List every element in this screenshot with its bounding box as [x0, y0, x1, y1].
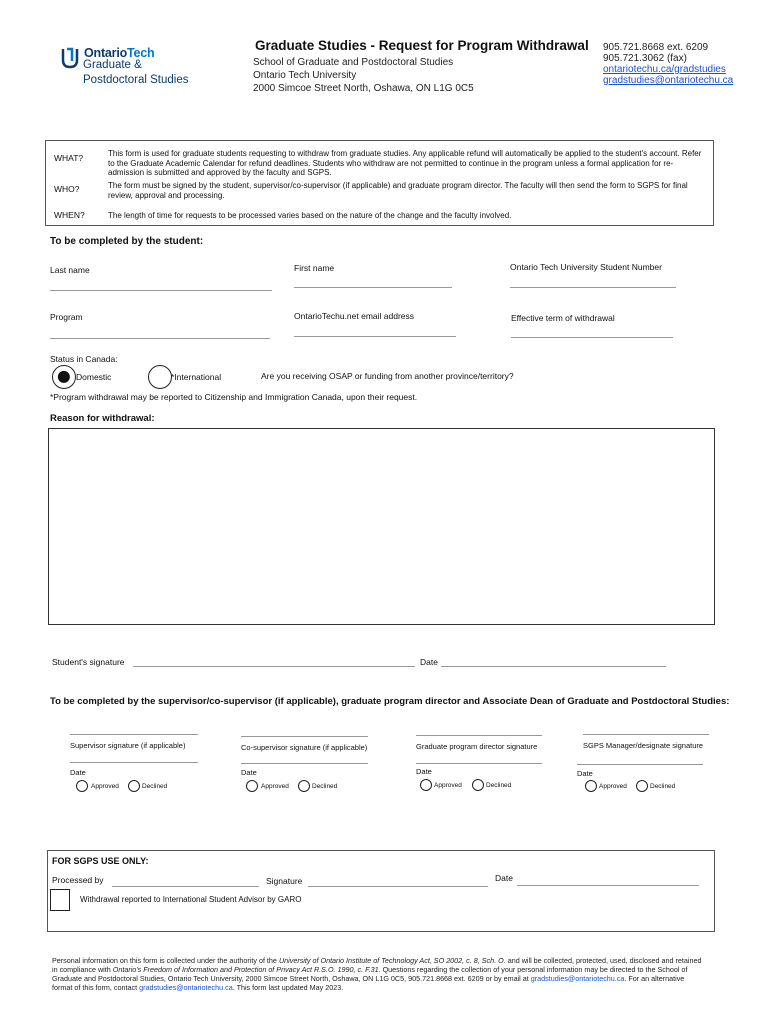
reason-textbox[interactable] — [48, 428, 715, 625]
school-address: School of Graduate and Postdoctoral Studies Ontario Tech University 2000 Simcoe Street North, Oshawa, ON L1G 0C5 — [253, 57, 474, 94]
when-label: WHEN? — [54, 210, 85, 220]
international-note: *Program withdrawal may be reported to Citizenship and Immigration Canada, upon their request. — [50, 392, 418, 402]
when-text: The length of time for requests to be processed varies based on the nature of the change and the faculty involved. — [108, 211, 512, 220]
supervisor-date-field[interactable] — [70, 762, 198, 763]
term-label: Effective term of withdrawal — [511, 313, 615, 323]
supervisor-declined-radio[interactable] — [128, 780, 140, 792]
processed-by-label: Processed by — [52, 875, 104, 885]
sgps-manager-approved-radio[interactable] — [585, 780, 597, 792]
what-label: WHAT? — [54, 153, 84, 163]
international-radio[interactable] — [148, 365, 172, 389]
sgps-date-label: Date — [495, 873, 513, 883]
logo-sub-line2: Postdoctoral Studies — [83, 74, 189, 86]
sgps-manager-declined-label: Declined — [650, 783, 676, 790]
last-name-field[interactable] — [50, 290, 272, 291]
cosupervisor-date-field[interactable] — [241, 763, 368, 764]
cosupervisor-signature-field[interactable] — [241, 736, 368, 737]
director-approved-label: Approved — [434, 782, 462, 789]
logo-sub-line1: Graduate & — [83, 59, 142, 71]
who-text: The form must be signed by the student, supervisor/co-supervisor (if applicable) and graduate program director. The faculty will then send the form to SGPS for final review, approval and processing. — [108, 181, 688, 200]
cosupervisor-signature-label: Co-supervisor signature (if applicable) — [241, 743, 368, 752]
student-date-label: Date — [420, 657, 438, 667]
program-field[interactable] — [50, 338, 270, 339]
supervisor-approved-radio[interactable] — [76, 780, 88, 792]
email-field[interactable] — [294, 336, 456, 337]
logo-brand: OntarioTech — [84, 46, 155, 60]
cosupervisor-declined-radio[interactable] — [298, 780, 310, 792]
sgps-heading: FOR SGPS USE ONLY: — [52, 856, 149, 866]
director-signature-label: Graduate program director signature — [416, 742, 538, 751]
director-approved-radio[interactable] — [420, 779, 432, 791]
sgps-manager-signature-label: SGPS Manager/designate signature — [583, 741, 704, 750]
student-signature-label: Student's signature — [52, 657, 125, 667]
what-text: This form is used for graduate students requesting to withdraw from graduate studies. Any applicable refund will automatically be applied to the student's account. Refer to the Graduate Academic Calendar for refund deadlines. Students who withdraw are not permitted to continue in the program unless a formal application for re-admission is submitted and approved by the faculty and SGPS. — [108, 149, 702, 177]
processed-by-field[interactable] — [112, 886, 259, 887]
supervisor-signature-field[interactable] — [70, 734, 198, 735]
contact-info — [603, 42, 733, 86]
footer-email-link-2[interactable]: gradstudies@ontariotechu.ca — [139, 983, 233, 992]
term-field[interactable] — [511, 337, 673, 338]
student-number-field[interactable] — [510, 287, 676, 288]
international-label: *International — [171, 372, 222, 382]
sgps-manager-signature-field[interactable] — [583, 734, 709, 735]
web-link[interactable]: ontariotechu.ca/gradstudies — [603, 64, 726, 75]
student-signature-field[interactable] — [133, 666, 415, 667]
supervisor-declined-label: Declined — [142, 783, 168, 790]
last-name-label: Last name — [50, 265, 90, 275]
director-date-label: Date — [416, 767, 432, 776]
sgps-manager-date-label: Date — [577, 769, 593, 778]
director-declined-label: Declined — [486, 782, 512, 789]
student-date-field[interactable] — [441, 666, 666, 667]
director-signature-field[interactable] — [416, 735, 542, 736]
supervisor-signature-label: Supervisor signature (if applicable) — [70, 741, 186, 750]
sgps-signature-field[interactable] — [308, 886, 488, 887]
cosupervisor-approved-radio[interactable] — [246, 780, 258, 792]
footer-email-link-1[interactable]: gradstudies@ontariotechu.ca — [530, 974, 625, 983]
program-label: Program — [50, 312, 83, 322]
student-number-label: Ontario Tech University Student Number — [510, 262, 662, 272]
email-label: OntarioTechu.net email address — [294, 311, 415, 321]
who-label: WHO? — [54, 184, 80, 194]
sgps-use-only-box — [47, 850, 715, 932]
director-declined-radio[interactable] — [472, 779, 484, 791]
privacy-footer: Personal information on this form is collected under the authority of the University of Ontario Institute of Technology Act, SO 2002, c. 8, Sch. O. and will be collected, protected, used, disclosed and retained in compliance with Ontario's Freedom of Information and Protection of Privacy Act R.S.O. 1990, c. F.31. Questions regarding the collection of your personal information may be directed to the School of Graduate and Postdoctoral Studies, Ontario Tech University, 2000 Simcoe Street North, Oshawa, ON L1G 0C5, 905.721.8668 ext. 6209 or by email at gradstudies@ontariotechu.ca. For an alternative format of this form, contact gradstudies@ontariotechu.ca. This form last updated May 2023. — [52, 956, 702, 992]
ontario-tech-logo — [60, 46, 220, 92]
first-name-field[interactable] — [294, 287, 452, 288]
sgps-signature-label: Signature — [266, 876, 303, 886]
domestic-label: Domestic — [76, 372, 112, 382]
director-date-field[interactable] — [416, 763, 542, 764]
sgps-manager-declined-radio[interactable] — [636, 780, 648, 792]
phone: 905.721.8668 ext. 6209 — [603, 42, 709, 53]
supervisor-date-label: Date — [70, 768, 86, 777]
info-box — [45, 140, 714, 226]
cosupervisor-declined-label: Declined — [312, 783, 338, 790]
email-link[interactable]: gradstudies@ontariotechu.ca — [603, 75, 734, 86]
osap-question: Are you receiving OSAP or funding from another province/territory? — [261, 371, 514, 381]
supervisor-approved-label: Approved — [91, 783, 119, 790]
status-label: Status in Canada: — [50, 354, 118, 364]
garo-label: Withdrawal reported to International Student Advisor by GARO — [80, 895, 302, 904]
form-title: Graduate Studies - Request for Program Withdrawal — [255, 38, 589, 53]
logo-mark-icon — [60, 46, 80, 70]
fax: 905.721.3062 (fax) — [603, 53, 687, 64]
domestic-radio[interactable] — [52, 365, 76, 389]
approvals-heading: To be completed by the supervisor/co-supervisor (if applicable), graduate program director and Associate Dean of Graduate and Postdoctoral Studies: — [50, 696, 730, 707]
cosupervisor-approved-label: Approved — [261, 783, 289, 790]
reason-label: Reason for withdrawal: — [50, 413, 155, 424]
garo-checkbox[interactable] — [50, 889, 70, 911]
first-name-label: First name — [294, 263, 335, 273]
sgps-manager-approved-label: Approved — [599, 783, 627, 790]
sgps-manager-date-field[interactable] — [577, 764, 703, 765]
sgps-date-field[interactable] — [517, 885, 699, 886]
student-section-heading: To be completed by the student: — [50, 236, 204, 247]
cosupervisor-date-label: Date — [241, 768, 257, 777]
